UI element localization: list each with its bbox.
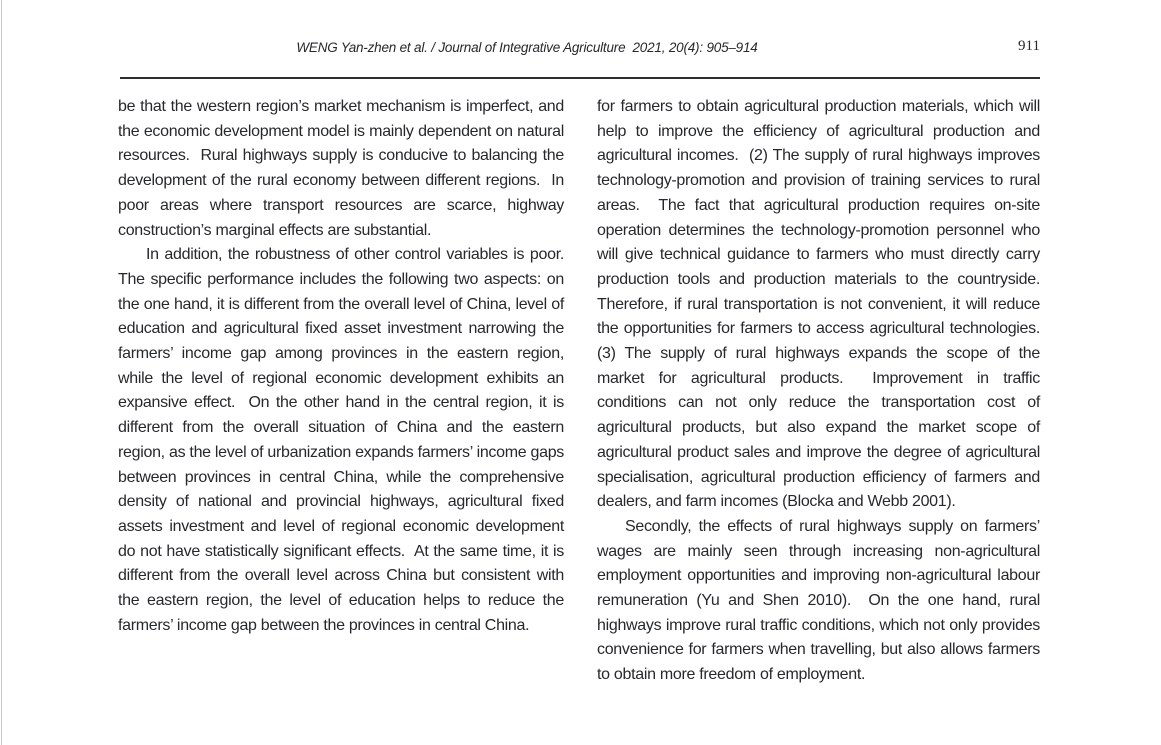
article-body bbox=[118, 95, 1049, 688]
page-number: 911 bbox=[1018, 38, 1040, 54]
paragraph: Secondly, the effects of rural highways supply on farmers’ wages are mainly seen through increasing non-agricultural employment opportunities and improving non-agricultural labour remuneration (Yu and Shen 2010). On the one hand, rural highways improve rural traffic conditions, which not only provides convenience for farmers when travelling, but also allows farmers to obtain more freedom of employment. bbox=[597, 517, 1045, 684]
paragraph-continuation: for farmers to obtain agricultural production materials, which will help to improve the efficiency of agricultural production and agricultural incomes. (2) The supply of rural highways improves technology-promotion and provision of training services to rural areas. The fact that agricultural production requires on-site operation determines the technology-promotion personnel who will give technical guidance to farmers who must directly carry production tools and production materials to the countryside. Therefore, if rural transportation is not convenient, it will reduce the opportunities for farmers to access agricultural technologies. (3) The supply of rural highways expands the scope of the market for agricultural products. Improvement in traffic conditions can not only reduce the transportation cost of agricultural products, but also expand the market scope of agricultural product sales and improve the degree of agricultural specialisation, agricultural production efficiency of farmers and dealers, and farm incomes (Blocka and Webb 2001). bbox=[597, 98, 1049, 511]
page-edge-line bbox=[1, 0, 2, 745]
right-column bbox=[597, 95, 1049, 688]
running-head-title: WENG Yan-zhen et al. / Journal of Integrative Agriculture 2021, 20(4): 905–914 bbox=[296, 40, 758, 55]
header-rule bbox=[120, 77, 1040, 79]
paragraph-continuation: be that the western region’s market mechanism is imperfect, and the economic development model is mainly dependent on natural resources. Rural highways supply is conducive to balancing the development of the rural economy between different regions. In poor areas where transport resources are scarce, highway construction’s marginal effects are substantial. bbox=[118, 98, 569, 239]
left-column bbox=[118, 95, 573, 688]
paragraph: In addition, the robustness of other control variables is poor. The specific performance includes the following two aspects: on the one hand, it is different from the overall level of China, level of education and agricultural fixed asset investment narrowing the farmers’ income gap among provinces in the eastern region, while the level of regional economic development exhibits an expansive effect. On the other hand in the central region, it is different from the overall situation of China and the eastern region, as the level of urbanization expands farmers’ income gaps between provinces in central China, while the comprehensive density of national and provincial highways, agricultural fixed assets investment and level of regional economic development do not have statistically significant effects. At the same time, it is different from the overall level across China but consistent with the eastern region, the level of education helps to reduce the farmers’ income gap between the provinces in central China. bbox=[118, 246, 573, 634]
